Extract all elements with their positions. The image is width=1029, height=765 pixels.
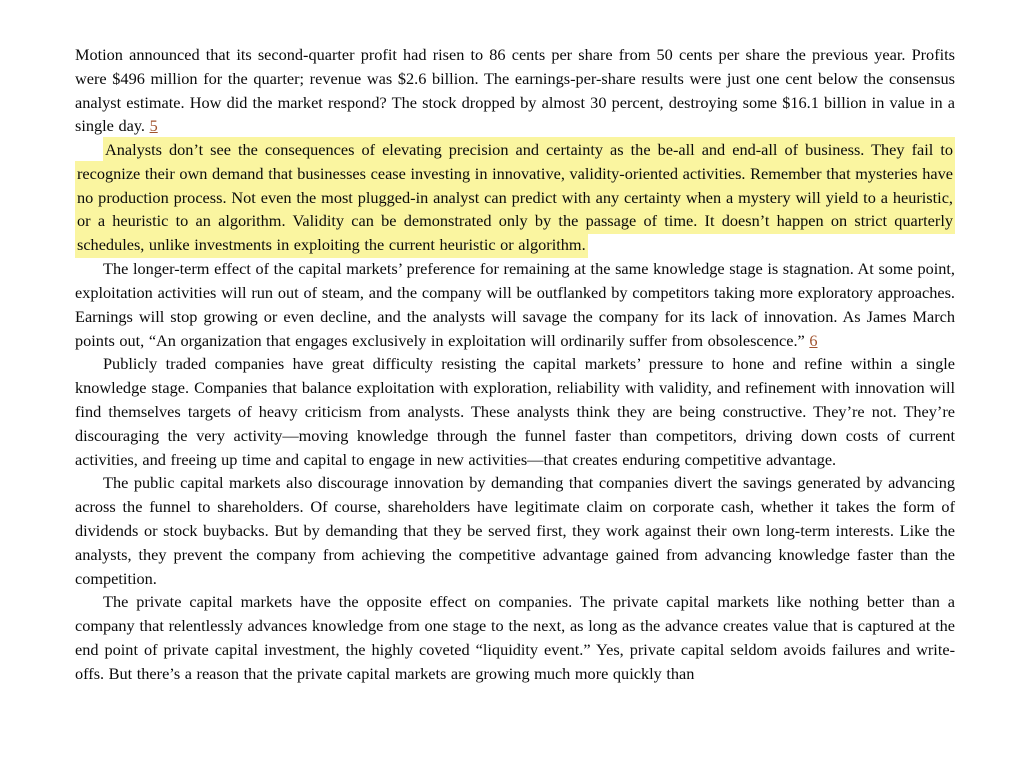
paragraph-highlighted <box>75 138 955 257</box>
paragraph-text: The public capital markets also discourage innovation by demanding that companies divert the savings generated by advancing across the funnel to shareholders. Of course, shareholders have legitimate claim on corporate cash, whether it takes the form of dividends or stock buybacks. But by demanding that they be served first, they work against their own long-term interests. Like the analysts, they prevent the company from achieving the competitive advantage gained from advancing knowledge faster than the competition. <box>75 473 955 588</box>
footnote-link-5[interactable]: 5 <box>149 116 158 136</box>
footnote-link-6[interactable]: 6 <box>809 330 818 350</box>
paragraph-text: The longer-term effect of the capital markets’ preference for remaining at the same knowledge stage is stagnation. At some point, exploitation activities will run out of steam, and the company will be outflanked by competitors taking more exploratory approaches. Earnings will stop growing or even decline, and the analysts will savage the company for its lack of innovation. As James March points out, “An organization that engages exclusively in exploitation will ordinarily suffer from obsolescence.” <box>75 259 955 350</box>
paragraph-text: Motion announced that its second-quarter profit had risen to 86 cents per share from 50 cents per share the previous year. Profits were $496 million for the quarter; revenue was $2.6 billion. The earnings-per-share results were just one cent below the consensus analyst estimate. How did the market respond? The stock dropped by almost 30 percent, destroying some $16.1 billion in value in a single day. <box>75 45 955 136</box>
paragraph <box>75 471 955 590</box>
highlighted-passage[interactable]: Analysts don’t see the consequences of elevating precision and certainty as the be-all and end-all of business. They fail to recognize their own demand that businesses cease investing in innovative, validity-oriented activities. Remember that mysteries have no production process. Not even the most plugged-in analyst can predict with any certainty when a mystery will yield to a heuristic, or a heuristic to an algorithm. Validity can be demonstrated only by the passage of time. It doesn’t happen on strict quarterly schedules, unlike investments in exploiting the current heuristic or algorithm. <box>75 137 955 258</box>
paragraph <box>75 43 955 138</box>
paragraph <box>75 352 955 471</box>
paragraph-text: Publicly traded companies have great difficulty resisting the capital markets’ pressure to hone and refine within a single knowledge stage. Companies that balance exploitation with exploration, reliability with validity, and refinement with innovation will find themselves targets of heavy criticism from analysts. These analysts think they are being constructive. They’re not. They’re discouraging the very activity—moving knowledge through the funnel faster than competitors, driving down costs of current activities, and freeing up time and capital to engage in new activities—that creates enduring competitive advantage. <box>75 354 955 469</box>
paragraph <box>75 257 955 352</box>
paragraph-text: The private capital markets have the opposite effect on companies. The private capital markets like nothing better than a company that relentlessly advances knowledge from one stage to the next, as long as the advance creates value that is captured at the end point of private capital investment, the highly coveted “liquidity event.” Yes, private capital seldom avoids failures and write-offs. But there’s a reason that the private capital markets are growing much more quickly than <box>75 592 955 683</box>
paragraph <box>75 590 955 685</box>
